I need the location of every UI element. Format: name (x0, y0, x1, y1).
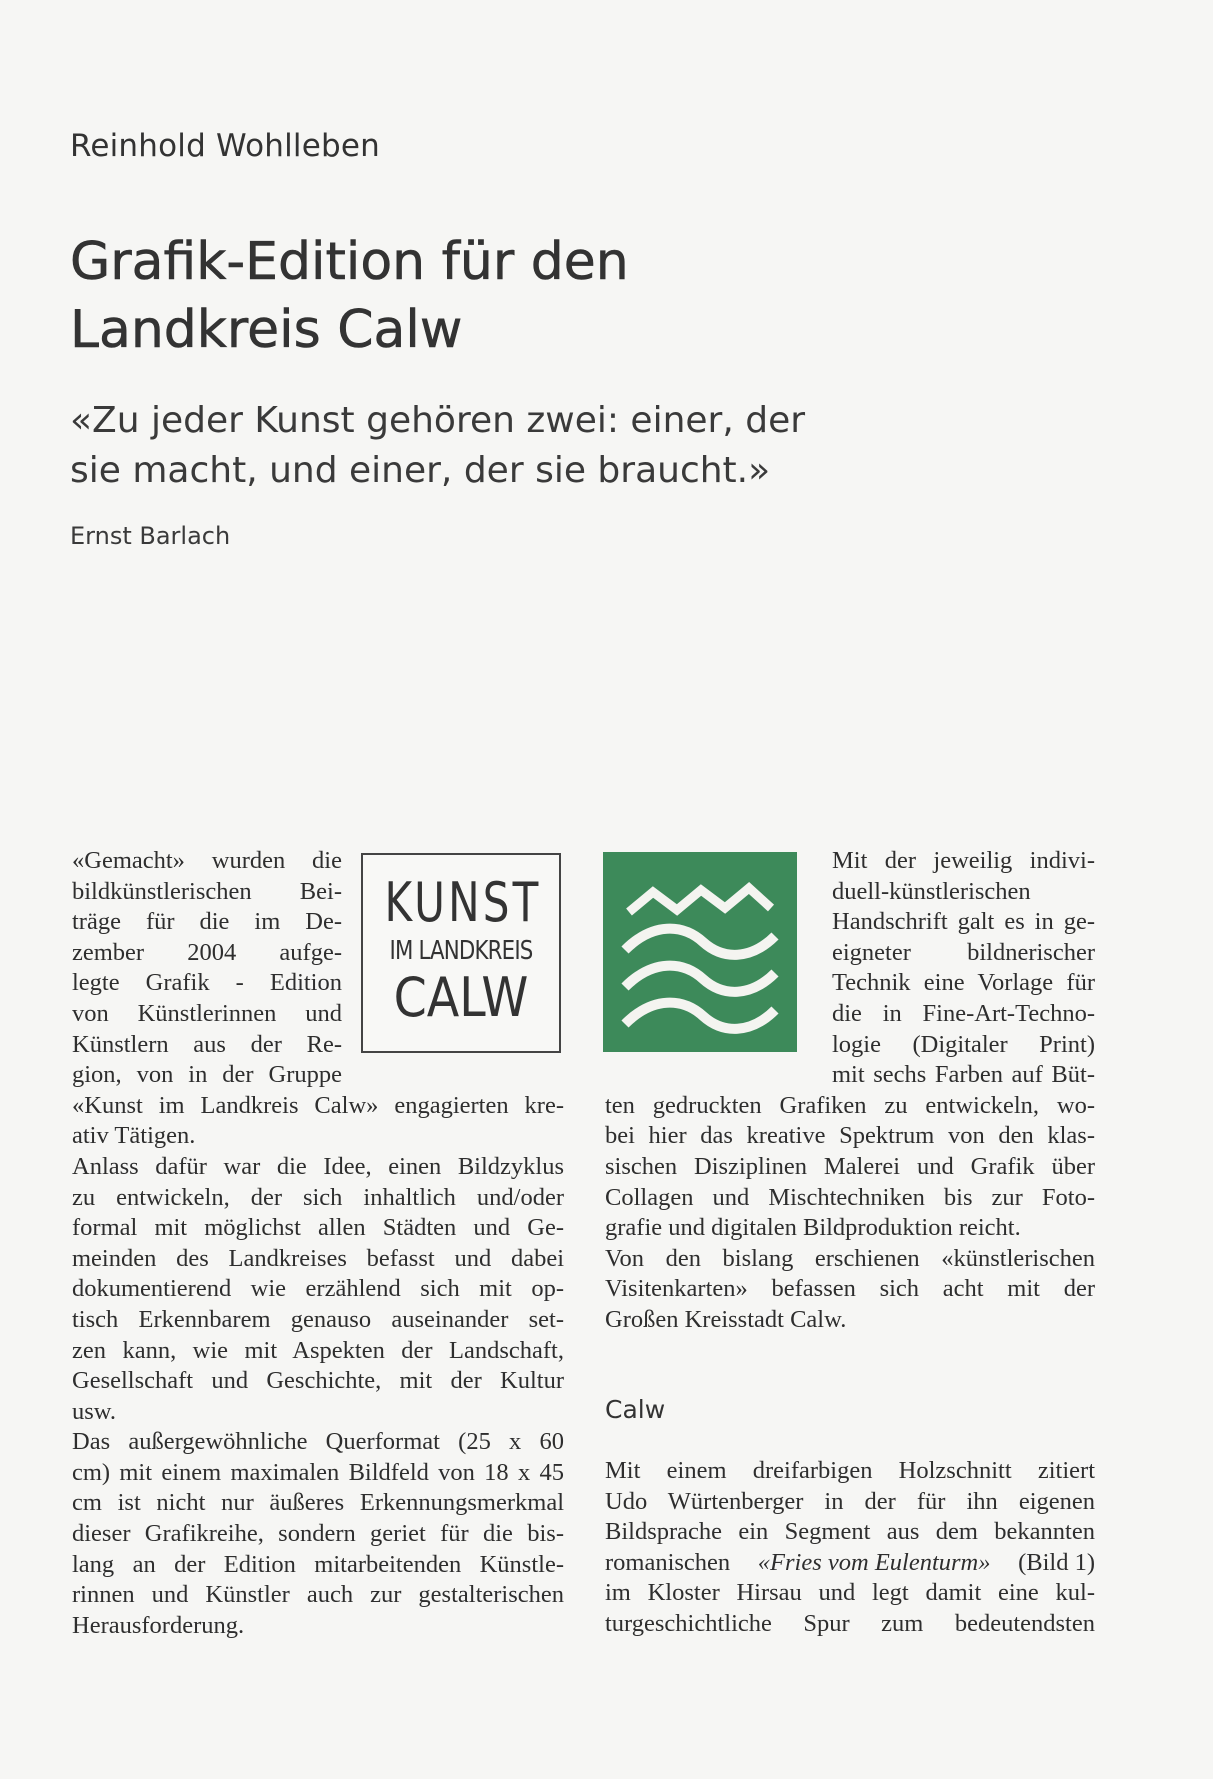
text-line: turgeschichtliche Spur zum bedeutendsten (605, 1609, 1095, 1637)
text-line: Mit der jeweilig indivi- (832, 847, 1095, 874)
text-line: «Kunst im Landkreis Calw» engagierten kre- (72, 1091, 564, 1119)
quote-line-2: sie macht, und einer, der sie braucht.» (70, 450, 771, 491)
text-line: Mit einem dreifarbigen Holzschnitt zitiert (605, 1457, 1095, 1484)
text-line: Udo Würtenberger in der für ihn eigenen (605, 1487, 1095, 1515)
section-heading-calw: Calw (605, 1395, 666, 1424)
article-title (70, 228, 970, 364)
text-line-with-italic-title (605, 1548, 1095, 1579)
text-line: Bildsprache ein Segment aus dem bekannten (605, 1518, 1095, 1546)
text-line: Anlass dafür war die Idee, einen Bildzyklus (72, 1152, 564, 1180)
text-line: mit sechs Farben auf Büt- (832, 1061, 1095, 1089)
logo-text-kunst: KUNST (384, 871, 542, 934)
left-text-column (72, 846, 564, 1641)
text-line: Technik eine Vorlage für (832, 969, 1095, 997)
text-line: tisch Erkennbarem genauso auseinander set- (72, 1305, 564, 1333)
text-line: Großen Kreisstadt Calw. (605, 1305, 847, 1333)
logo-text-calw: CALW (393, 966, 529, 1029)
text-line: cm ist nicht nur äußeres Erkennungsmerkmal (72, 1489, 564, 1517)
artwork-title: «Fries vom Eulenturm» (757, 1548, 991, 1576)
quote-author: Ernst Barlach (70, 522, 231, 550)
text-line: zen kann, wie mit Aspekten der Landschaft, (72, 1336, 564, 1364)
logo-text-im-landkreis: IM LANDKREIS (389, 936, 533, 966)
right-text-column (605, 846, 1095, 1336)
text-fragment: (Bild 1) (1018, 1548, 1095, 1576)
text-line: sischen Disziplinen Malerei und Grafik über (605, 1152, 1095, 1180)
text-line: cm) mit einem maximalen Bildfeld von 18 x 45 (72, 1458, 564, 1486)
text-line: Herausforderung. (72, 1611, 245, 1639)
text-line: Gesellschaft und Geschichte, mit der Kultur (72, 1367, 564, 1395)
text-line: gion, von in der Gruppe (72, 1061, 342, 1089)
left-narrow-block (72, 846, 342, 1091)
title-line-1: Grafik-Edition für den (70, 232, 629, 292)
text-line: bei hier das kreative Spektrum von den klas- (605, 1122, 1095, 1150)
text-line: ten gedruckten Grafiken zu entwickeln, wo- (605, 1091, 1095, 1119)
text-line: eigneter bildnerischer (832, 938, 1095, 966)
left-wide-block (72, 1091, 564, 1642)
text-line: Visitenkarten» befassen sich acht mit der (605, 1275, 1095, 1303)
text-line: meinden des Landkreises befasst und dabei (72, 1244, 564, 1272)
quote-line-1: «Zu jeder Kunst gehören zwei: einer, der (70, 400, 806, 441)
text-line: usw. (72, 1397, 117, 1425)
text-line: formal mit möglichst allen Städten und Ge- (72, 1214, 564, 1242)
text-line: Künstlern aus der Re- (72, 1030, 342, 1058)
text-line: träge für die im De- (72, 908, 342, 936)
text-line: lang an der Edition mitarbeitenden Künstle- (72, 1550, 564, 1578)
author-name: Reinhold Wohlleben (70, 128, 380, 164)
text-fragment: romanischen (605, 1548, 731, 1576)
epigraph-quote (70, 396, 950, 496)
text-line: legte Grafik - Edition (72, 969, 342, 997)
text-line: Das außergewöhnliche Querformat (25 x 60 (72, 1428, 564, 1456)
text-line: dieser Grafikreihe, sondern geriet für die bis- (72, 1520, 564, 1548)
text-line: zu entwickeln, der sich inhaltlich und/oder (72, 1183, 564, 1211)
title-line-2: Landkreis Calw (70, 300, 463, 360)
text-line: «Gemacht» wurden die (72, 847, 342, 874)
text-line: grafie und digitalen Bildproduktion reicht. (605, 1214, 1021, 1242)
text-line: die in Fine-Art-Techno- (832, 999, 1095, 1027)
right-wide-block (605, 1091, 1095, 1336)
text-line: Von den bislang erschienen «künstlerischen (605, 1244, 1095, 1272)
text-line: bildkünstlerischen Bei- (72, 877, 342, 905)
text-line: logie (Digitaler Print) (832, 1030, 1095, 1058)
text-line: rinnen und Künstler auch zur gestalterischen (72, 1581, 564, 1609)
text-line: duell-künstlerischen (832, 877, 1031, 905)
text-line: dokumentierend wie erzählend sich mit op- (72, 1275, 564, 1303)
text-line: ativ Tätigen. (72, 1122, 196, 1150)
right-narrow-block (832, 846, 1095, 1091)
text-line: von Künstlerinnen und (72, 999, 342, 1027)
text-line: Collagen und Mischtechniken bis zur Foto- (605, 1183, 1095, 1211)
text-line: im Kloster Hirsau und legt damit eine kul- (605, 1579, 1095, 1607)
text-line: zember 2004 aufge- (72, 938, 342, 966)
calw-section-text (605, 1456, 1095, 1640)
text-line: Handschrift galt es in ge- (832, 908, 1095, 936)
